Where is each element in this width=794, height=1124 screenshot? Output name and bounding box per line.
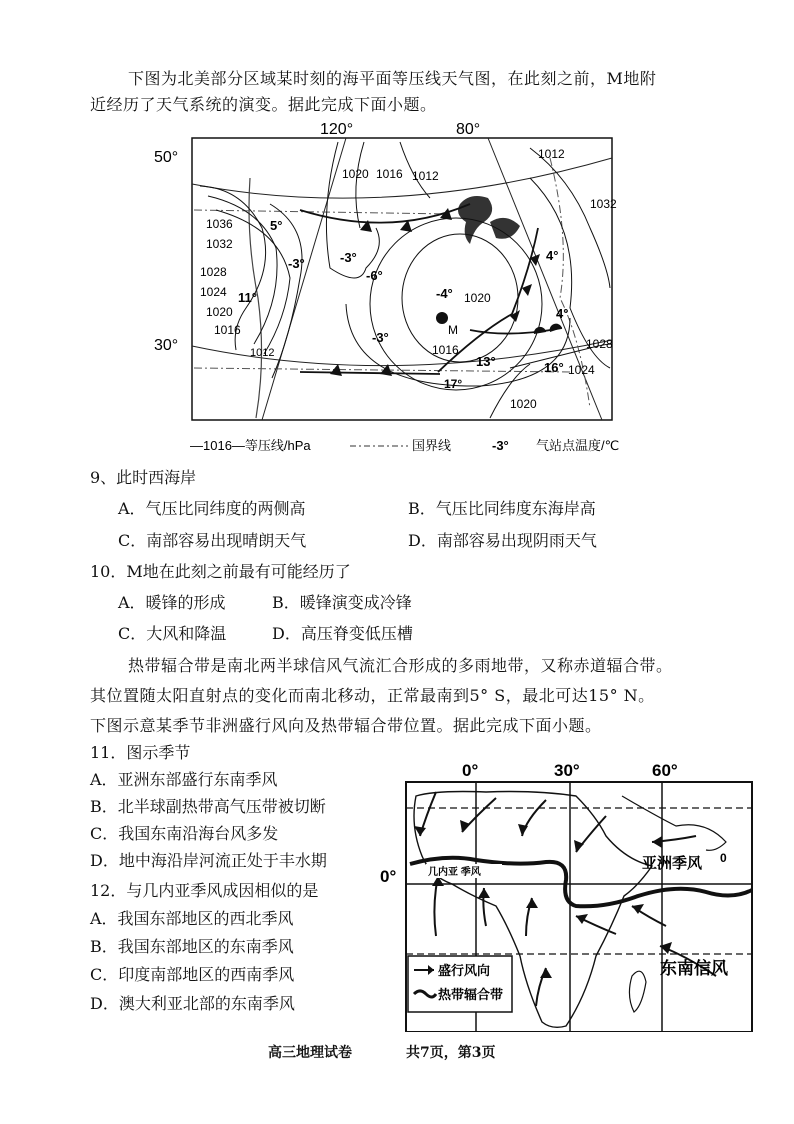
q12-option-d[interactable]: D．澳大利亚北部的东南季风: [90, 994, 295, 1013]
isobar-label: 1020: [206, 305, 233, 319]
isobar-label: 1020: [342, 167, 369, 181]
front-semicircle: [550, 324, 562, 332]
intro2-line2: 其位置随太阳直射点的变化而南北移动，正常最南到5° S，最北可达15° N。: [90, 686, 655, 705]
temp-label: 13°: [476, 354, 496, 369]
temp-label: -3°: [288, 256, 305, 271]
q12-option-a[interactable]: A．我国东部地区的西北季风: [90, 909, 294, 928]
lon-label-60: 60°: [652, 761, 678, 780]
q12-stem: 12．与几内亚季风成因相似的是: [90, 881, 319, 900]
footer-subject: 高三地理试卷: [268, 1045, 352, 1061]
legend-itcz-label: 热带辐合带: [438, 987, 504, 1002]
country-border-south: [194, 368, 570, 372]
intro1-line1: 下图为北美部分区域某时刻的海平面等压线天气图，在此刻之前，M地附: [128, 69, 657, 88]
temp-label: 11°: [238, 290, 257, 305]
lat-label-50: 50°: [154, 149, 179, 166]
stationary-front: [300, 372, 440, 374]
legend-border: 国界线: [412, 438, 452, 453]
legend-wind-label: 盛行风向: [438, 963, 491, 978]
q9-option-a[interactable]: A．气压比同纬度的两侧高: [118, 499, 306, 518]
q10-option-b[interactable]: B．暖锋演变成冷锋: [272, 593, 412, 612]
legend-temp: 气站点温度/℃: [536, 438, 620, 453]
isobar-map-svg: [150, 118, 630, 463]
q10-option-d[interactable]: D．高压脊变低压槽: [272, 624, 413, 643]
q11-option-c[interactable]: C．我国东南沿海台风多发: [90, 824, 279, 843]
lon-label-80: 80°: [456, 121, 481, 138]
guinea-monsoon-label: 几内亚 季风: [428, 867, 481, 878]
isobar-label: 1016: [214, 323, 241, 337]
isobar-label: 1012: [538, 147, 565, 161]
se-trade-wind-label: 东南信风: [660, 959, 728, 978]
isobar-low-inner: [402, 234, 518, 362]
q9-option-b[interactable]: B．气压比同纬度东海岸高: [408, 499, 596, 518]
isobar-label: 1036: [206, 217, 233, 231]
temp-label: 17°: [444, 377, 463, 391]
isobar-label: 1032: [590, 197, 617, 211]
isobar-weather-map: [150, 118, 630, 467]
temp-label: 16°: [544, 360, 564, 375]
point-m-marker: [436, 312, 448, 324]
q12-option-b[interactable]: B．我国东部地区的东南季风: [90, 937, 294, 956]
q11-option-a[interactable]: A．亚洲东部盛行东南季风: [90, 770, 278, 789]
temp-label: -6°: [366, 268, 383, 283]
temp-label: 5°: [270, 218, 283, 233]
wind-arrow: [462, 798, 496, 832]
longitude-120-line: [262, 138, 346, 420]
temp-label: -3°: [340, 250, 357, 265]
lat-label-0: 0°: [380, 867, 397, 886]
q9-stem: 9、此时西海岸: [90, 468, 197, 487]
madagascar-coastline: [629, 971, 646, 1012]
warm-front: [470, 328, 562, 334]
temp-label: -3°: [372, 330, 389, 345]
isobar-label: 1020: [464, 291, 491, 305]
q11-stem: 11．图示季节: [90, 743, 191, 762]
small-zero-label: 0: [720, 851, 727, 865]
isobar-label: 1024: [568, 363, 595, 377]
temp-label: 4°: [546, 248, 559, 263]
lon-label-30: 30°: [554, 761, 580, 780]
country-border-north: [194, 210, 450, 214]
isobar-label: 1028: [586, 337, 613, 351]
intro2-line3: 下图示意某季节非洲盛行风向及热带辐合带位置。据此完成下面小题。: [90, 716, 602, 735]
front-semicircle: [534, 327, 546, 334]
front-triangle: [522, 284, 532, 296]
intro1-line2: 近经历了天气系统的演变。据此完成下面小题。: [90, 95, 437, 114]
isobar-label: 1024: [200, 285, 227, 299]
q10-stem: 10．M地在此刻之前最有可能经历了: [90, 562, 351, 581]
q11-option-d[interactable]: D．地中海沿岸河流正处于丰水期: [90, 851, 327, 870]
africa-wind-map: [376, 756, 776, 1036]
q11-option-b[interactable]: B．北半球副热带高气压带被切断: [90, 797, 326, 816]
q9-option-c[interactable]: C．南部容易出现晴朗天气: [118, 531, 307, 550]
isobar-label: 1016: [432, 343, 459, 357]
q12-option-c[interactable]: C．印度南部地区的西南季风: [90, 965, 295, 984]
q10-option-c[interactable]: C．大风和降温: [118, 624, 227, 643]
great-lakes-east: [490, 218, 520, 239]
arabia-coastline: [622, 796, 726, 850]
q10-option-a[interactable]: A．暖锋的形成: [118, 593, 226, 612]
intro2-line1: 热带辐合带是南北两半球信风气流汇合形成的多雨地带，又称赤道辐合带。: [128, 656, 673, 675]
isobar-label: 1028: [200, 265, 227, 279]
temp-label: -4°: [436, 286, 453, 301]
isobar-label: 1020: [510, 397, 537, 411]
wind-arrow: [522, 800, 546, 836]
point-m-label: M: [448, 323, 458, 337]
isobar-label: 1032: [206, 237, 233, 251]
lat-label-30: 30°: [154, 337, 179, 354]
legend-isobar: —1016—等压线/hPa: [190, 438, 311, 453]
africa-map-svg: [376, 756, 776, 1032]
lon-label-0: 0°: [462, 761, 479, 780]
legend-temp-sample: -3°: [492, 438, 509, 453]
front-triangle: [510, 310, 520, 322]
isobar-label: 1012: [412, 169, 439, 183]
footer-page: 共7页，第3页: [406, 1045, 496, 1061]
isobar-label: 1012: [250, 347, 275, 359]
lon-label-120: 120°: [320, 121, 354, 138]
asia-monsoon-label: 亚洲季风: [642, 855, 703, 872]
isobar-label: 1016: [376, 167, 403, 181]
q9-option-d[interactable]: D．南部容易出现阴雨天气: [408, 531, 597, 550]
temp-label: 4°: [556, 306, 569, 321]
isobar-curve: [356, 142, 364, 228]
